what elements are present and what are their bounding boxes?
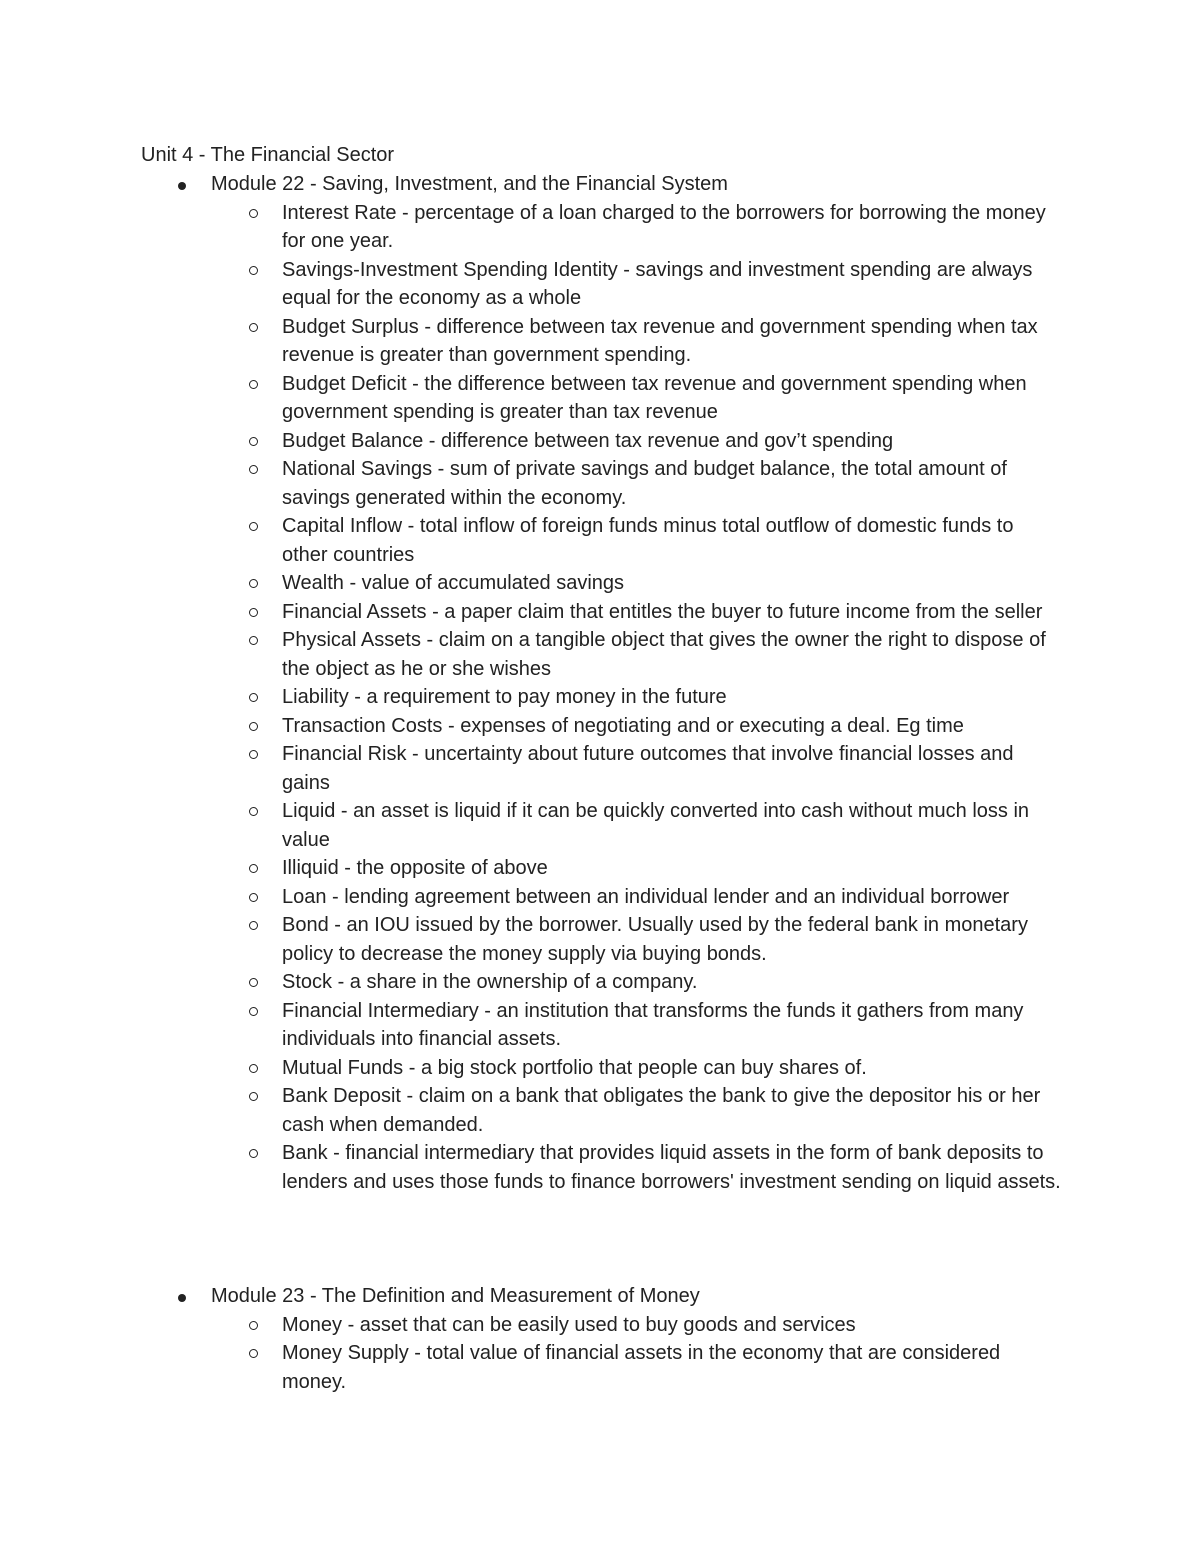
disc-bullet-icon	[178, 1294, 186, 1302]
document-title: Unit 4 - The Financial Sector	[141, 144, 395, 166]
circle-bullet-icon	[249, 807, 258, 816]
circle-bullet-icon	[249, 465, 258, 474]
circle-bullet-icon	[249, 380, 258, 389]
term-text: Capital Inflow - total inflow of foreign funds minus total outflow of domestic funds to other countries	[282, 515, 1014, 566]
list-item	[0, 883, 1062, 912]
circle-bullet-icon	[249, 978, 258, 987]
list-item	[0, 199, 1062, 256]
list-item	[0, 455, 1062, 512]
list-item	[0, 1082, 1062, 1139]
list-item	[0, 997, 1062, 1054]
circle-bullet-icon	[249, 323, 258, 332]
circle-bullet-icon	[249, 1092, 258, 1101]
list-item	[0, 626, 1062, 683]
list-item	[0, 256, 1062, 313]
circle-bullet-icon	[249, 921, 258, 930]
circle-bullet-icon	[249, 437, 258, 446]
circle-bullet-icon	[249, 1149, 258, 1158]
circle-bullet-icon	[249, 579, 258, 588]
term-text: National Savings - sum of private savings and budget balance, the total amount of savings generated within the economy.	[282, 458, 1007, 509]
circle-bullet-icon	[249, 522, 258, 531]
term-text: Savings-Investment Spending Identity - savings and investment spending are always equal for the economy as a whole	[282, 258, 1033, 309]
list-item	[0, 1311, 1062, 1340]
list-item	[0, 512, 1062, 569]
term-text: Stock - a share in the ownership of a company.	[282, 971, 698, 993]
list-item	[0, 683, 1062, 712]
circle-bullet-icon	[249, 864, 258, 873]
list-item	[0, 313, 1062, 370]
module-section	[0, 1282, 1200, 1396]
circle-bullet-icon	[249, 1349, 258, 1358]
list-item	[0, 427, 1062, 456]
circle-bullet-icon	[249, 722, 258, 731]
term-text: Bank - financial intermediary that provides liquid assets in the form of bank deposits to lenders and uses those funds to finance borrowers' investment sending on liquid assets.	[282, 1142, 1061, 1193]
term-text: Financial Risk - uncertainty about future outcomes that involve financial losses and gains	[282, 743, 1014, 794]
list-item	[0, 911, 1062, 968]
term-text: Transaction Costs - expenses of negotiating and or executing a deal. Eg time	[282, 714, 964, 737]
circle-bullet-icon	[249, 750, 258, 759]
term-text: Budget Surplus - difference between tax revenue and government spending when tax revenue is greater than government spending.	[282, 315, 1038, 366]
term-text: Physical Assets - claim on a tangible object that gives the owner the right to dispose of the object as he or she wishes	[282, 629, 1046, 680]
list-item	[0, 569, 1062, 598]
module-heading	[0, 170, 1200, 199]
term-text: Financial Assets - a paper claim that entitles the buyer to future income from the seller	[282, 600, 1043, 623]
term-text: Budget Balance - difference between tax revenue and gov’t spending	[282, 429, 894, 452]
list-item	[0, 598, 1062, 627]
term-text: Money Supply - total value of financial assets in the economy that are considered money.	[282, 1342, 1001, 1393]
term-text: Wealth - value of accumulated savings	[282, 572, 625, 594]
list-item	[0, 740, 1062, 797]
term-list	[0, 1311, 1200, 1397]
term-text: Bond - an IOU issued by the borrower. Usually used by the federal bank in monetary policy to decrease the money supply via buying bonds.	[282, 914, 1028, 965]
list-item	[0, 968, 1062, 997]
module-heading	[0, 1282, 1200, 1311]
term-text: Liability - a requirement to pay money in the future	[282, 686, 727, 708]
term-list	[0, 199, 1200, 1197]
circle-bullet-icon	[249, 693, 258, 702]
circle-bullet-icon	[249, 608, 258, 617]
circle-bullet-icon	[249, 1321, 258, 1330]
circle-bullet-icon	[249, 266, 258, 275]
term-text: Budget Deficit - the difference between tax revenue and government spending when government spending is greater than tax revenue	[282, 372, 1027, 423]
term-text: Illiquid - the opposite of above	[282, 857, 548, 879]
list-item	[0, 1054, 1062, 1083]
term-text: Bank Deposit - claim on a bank that obligates the bank to give the depositor his or her cash when demanded.	[282, 1085, 1041, 1136]
term-text: Money - asset that can be easily used to buy goods and services	[282, 1313, 856, 1336]
term-text: Financial Intermediary - an institution that transforms the funds it gathers from many individuals into financial assets.	[282, 999, 1024, 1050]
list-item	[0, 1139, 1062, 1196]
circle-bullet-icon	[249, 893, 258, 902]
term-text: Interest Rate - percentage of a loan charged to the borrowers for borrowing the money for one year.	[282, 201, 1046, 252]
list-item	[0, 370, 1062, 427]
circle-bullet-icon	[249, 1007, 258, 1016]
list-item	[0, 854, 1062, 883]
term-text: Mutual Funds - a big stock portfolio that people can buy shares of.	[282, 1056, 867, 1079]
term-text: Liquid - an asset is liquid if it can be quickly converted into cash without much loss in value	[282, 800, 1030, 851]
circle-bullet-icon	[249, 209, 258, 218]
module-label: Module 22 - Saving, Investment, and the Financial System	[211, 173, 728, 195]
disc-bullet-icon	[178, 182, 186, 190]
term-text: Loan - lending agreement between an individual lender and an individual borrower	[282, 885, 1010, 908]
list-item	[0, 1339, 1062, 1396]
circle-bullet-icon	[249, 1064, 258, 1073]
list-item	[0, 712, 1062, 741]
module-section	[0, 170, 1200, 1196]
list-item	[0, 797, 1062, 854]
circle-bullet-icon	[249, 636, 258, 645]
module-label: Module 23 - The Definition and Measurement of Money	[211, 1285, 700, 1307]
